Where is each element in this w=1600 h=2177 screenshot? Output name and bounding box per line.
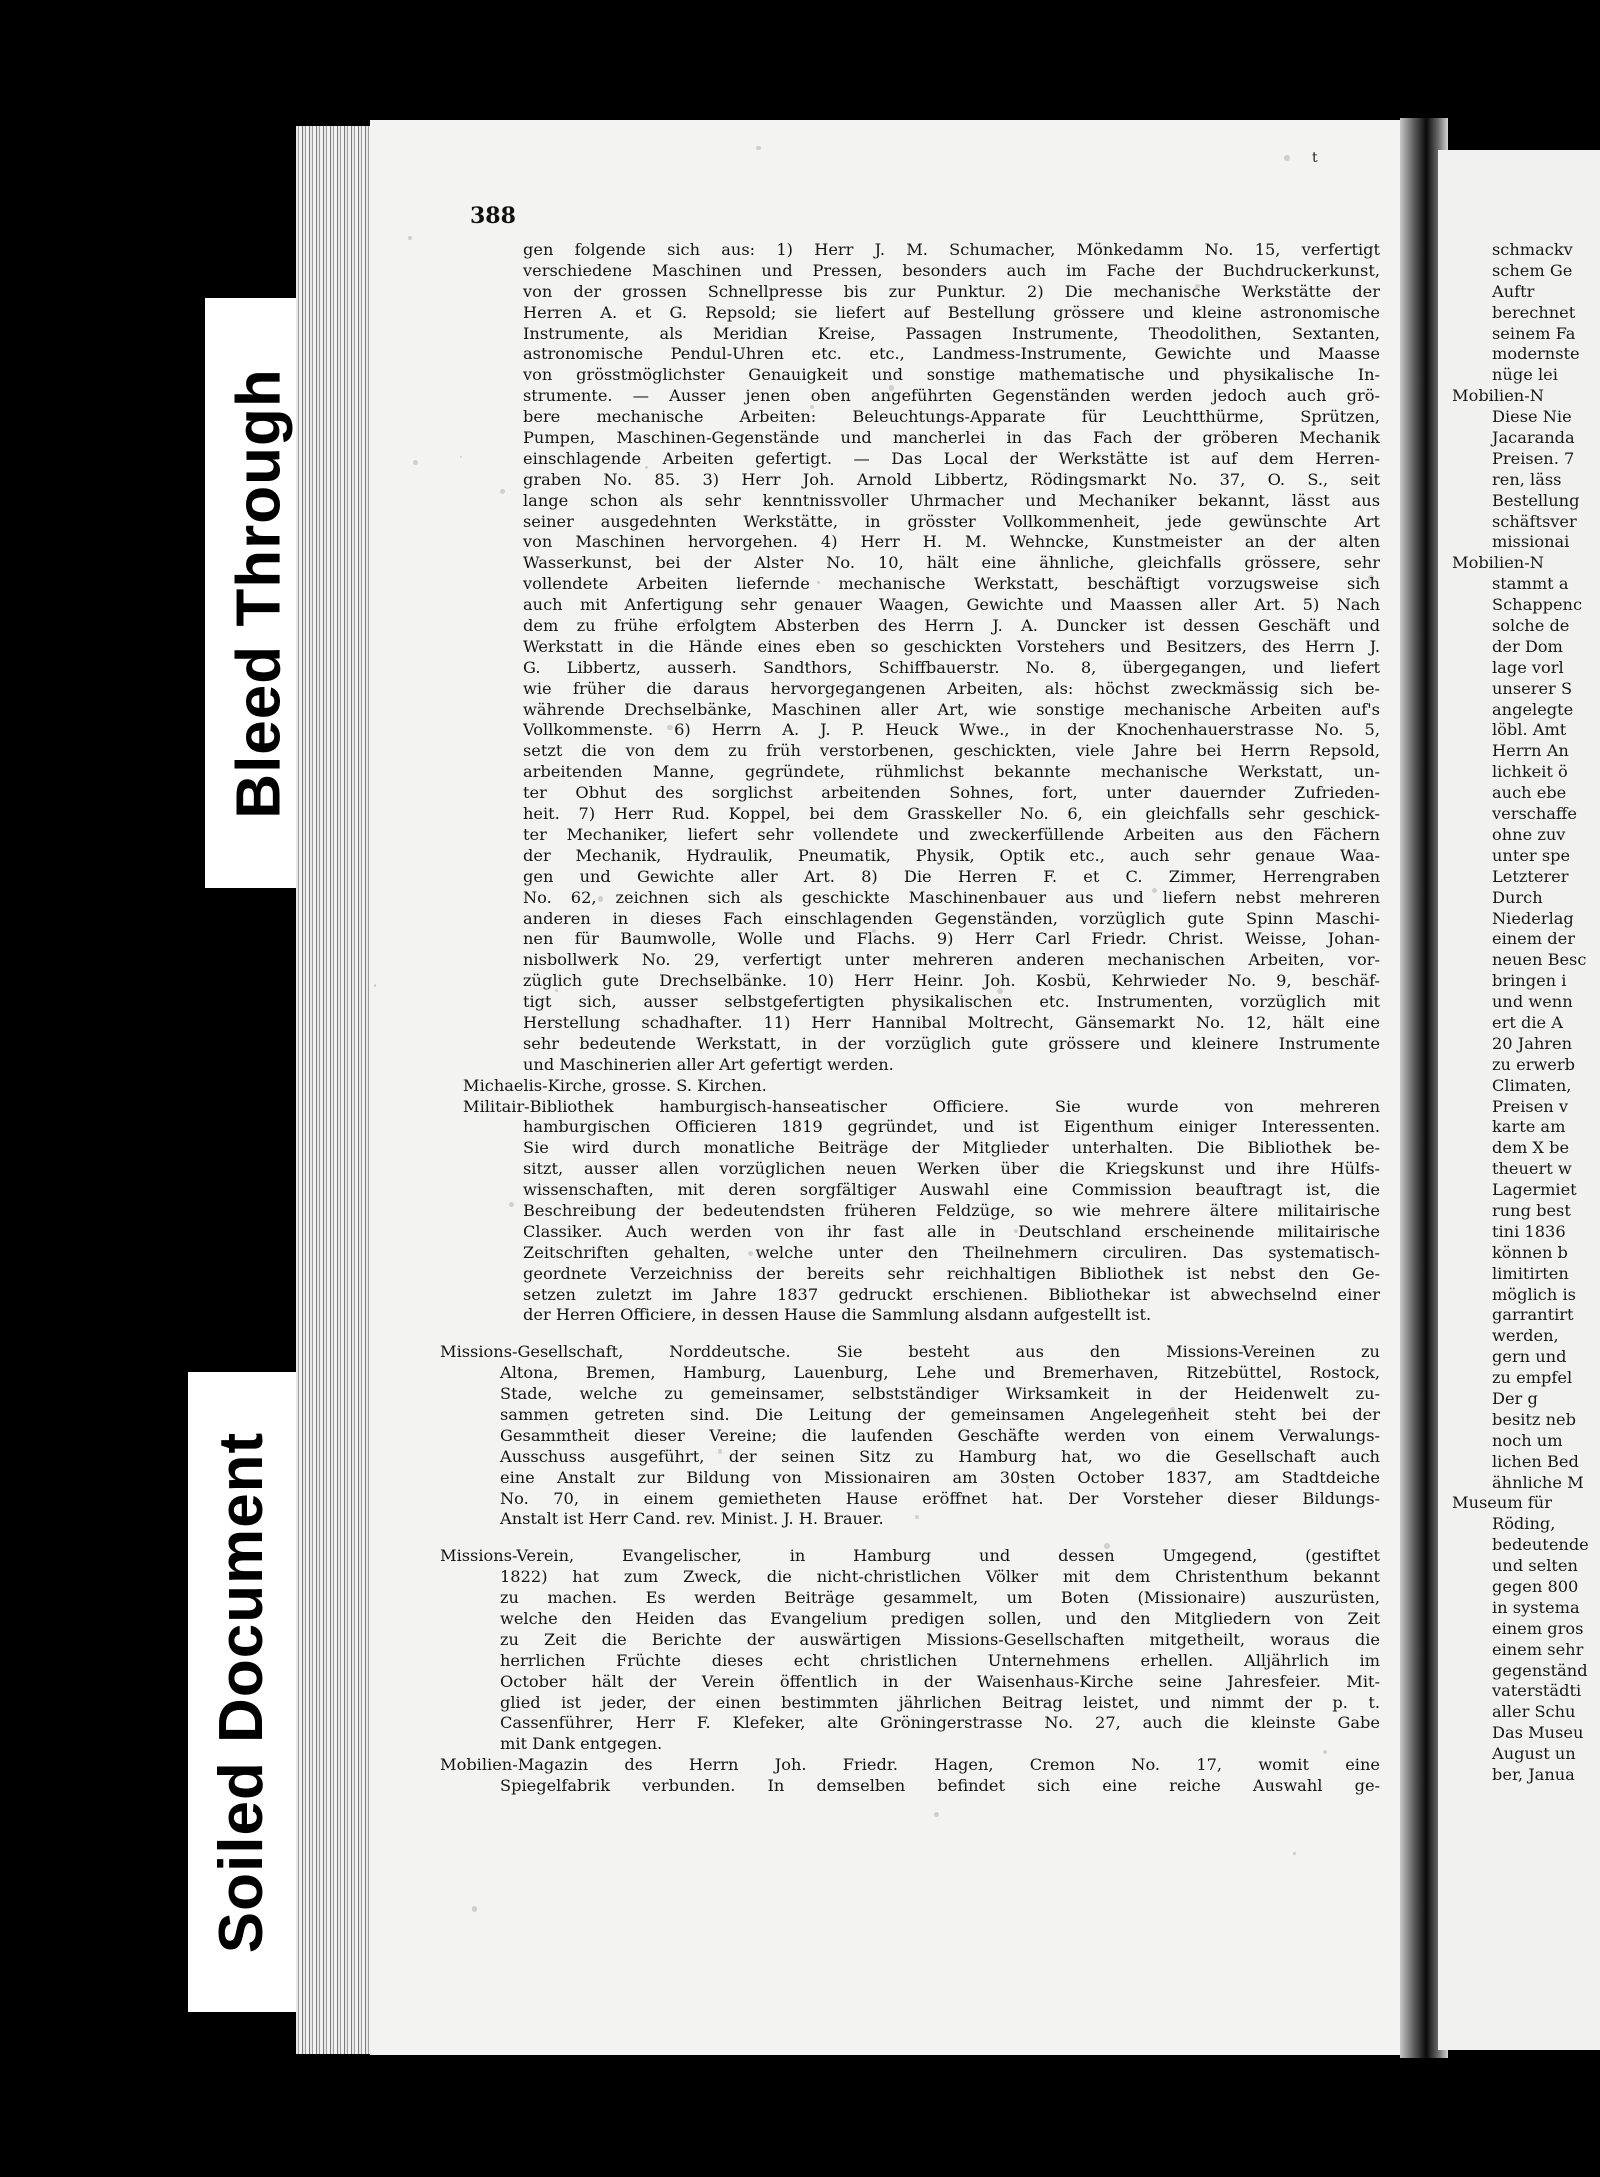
right-text-line: angelegte xyxy=(1492,699,1574,719)
right-text-line: gern und xyxy=(1492,1347,1567,1367)
text-line: der Herren Officiere, in dessen Hause die Sammlung alsdann aufgestellt ist. xyxy=(523,1305,1152,1325)
right-text-line: Preisen. 7 xyxy=(1492,448,1575,468)
right-text-line: Climaten, xyxy=(1492,1075,1572,1095)
text-line: October hält der Verein öffentlich in der Waisenhaus-Kirche seine Jahresfeier. Mit- xyxy=(500,1671,1380,1691)
text-line: Beschreibung der bedeutendsten früheren Feldzüge, so wie mehrere ältere militairische xyxy=(523,1200,1380,1220)
text-line: nen für Baumwolle, Wolle und Flachs. 9) Herr Carl Friedr. Christ. Weisse, Johan- xyxy=(523,929,1380,949)
text-line: No. 70, in einem gemietheten Hause eröffnet hat. Der Vorsteher dieser Bildungs- xyxy=(500,1488,1380,1508)
right-text-line: ohne zuv xyxy=(1492,824,1566,844)
text-line: arbeitenden Manne, gegründete, rühmlichst bekannte mechanische Werkstatt, un- xyxy=(523,762,1380,782)
text-line: Wasserkunst, bei der Alster No. 10, hält eine ähnliche, gleichfalls grössere, sehr xyxy=(523,553,1380,573)
right-text-line: lichkeit ö xyxy=(1492,762,1568,782)
right-text-line: der Dom xyxy=(1492,636,1563,656)
right-text-line: ähnliche M xyxy=(1492,1472,1584,1492)
right-text-line: Letzterer xyxy=(1492,866,1569,886)
paper-speck xyxy=(934,1812,939,1817)
text-line: zu Zeit die Berichte der auswärtigen Missions-Gesellschaften mitgetheilt, woraus die xyxy=(500,1629,1380,1649)
text-line: von der grossen Schnellpresse bis zur Punktur. 2) Die mechanische Werkstätte der xyxy=(523,281,1380,301)
right-text-line: lage vorl xyxy=(1492,657,1564,677)
paper-speck xyxy=(413,460,418,465)
right-text-line: und selten xyxy=(1492,1556,1578,1576)
text-line: tigt sich, ausser selbstgefertigten physikalischen etc. Instrumenten, vorzüglich mit xyxy=(523,992,1380,1012)
right-page-text xyxy=(1452,240,1600,1786)
text-line: Classiker. Auch werden von ihr fast alle in Deutschland erscheinende militairische xyxy=(523,1221,1380,1241)
right-text-line: zu empfel xyxy=(1492,1368,1573,1388)
text-line: dem zu frühe erfolgtem Absterben des Herrn J. A. Duncker ist dessen Geschäft und xyxy=(523,616,1380,636)
text-line: Anstalt ist Herr Cand. rev. Minist. J. H. Brauer. xyxy=(500,1509,884,1529)
text-line: Pumpen, Maschinen-Gegenstände und mancherlei in das Fach der gröberen Mechanik xyxy=(523,428,1380,448)
text-line: setzt die von dem zu früh verstorbenen, geschickten, viele Jahre bei Herrn Repsold, xyxy=(523,741,1380,761)
text-line: zu machen. Es werden Beiträge gesammelt, um Boten (Missionaire) auszurüsten, xyxy=(500,1588,1380,1608)
right-text-line: gegen 800 xyxy=(1492,1577,1579,1596)
text-line: strumente. — Ausser jenen oben angeführten Gegenständen werden jedoch auch grö- xyxy=(523,386,1380,406)
right-text-line: limitirten xyxy=(1492,1263,1569,1283)
paper-speck xyxy=(408,236,411,239)
right-text-line: Das Museu xyxy=(1492,1723,1584,1743)
text-line: ter Obhut des sorglichst arbeitenden Sohnes, fort, unter dauernder Zufrieden- xyxy=(523,783,1380,803)
entry-heading-line: Missions-Verein, Evangelischer, in Hamburg und dessen Umgegend, (gestiftet xyxy=(440,1546,1380,1566)
right-text-line: werden, xyxy=(1492,1326,1559,1346)
right-text-line: können b xyxy=(1492,1242,1568,1262)
text-line: und Maschinerien aller Art gefertigt werden. xyxy=(523,1054,894,1074)
text-line: wissenschaften, mit deren sorgfältiger Auswahl eine Commission beauftragt ist, die xyxy=(523,1180,1380,1200)
text-line: gen und Gewichte aller Art. 8) Die Herren F. et C. Zimmer, Herrengraben xyxy=(523,866,1380,886)
right-text-line: Durch xyxy=(1492,887,1543,907)
right-text-line: auch ebe xyxy=(1492,783,1567,803)
text-line: von grösstmöglichster Genauigkeit und sonstige mathematische und physikalische In- xyxy=(523,365,1380,385)
right-text-line: Der g xyxy=(1492,1388,1538,1408)
right-text-line: möglich is xyxy=(1492,1284,1576,1304)
entry-heading-line: Militair-Bibliothek hamburgisch-hanseatischer Officiere. Sie wurde von mehreren xyxy=(463,1096,1380,1116)
right-entry-heading-line: Mobilien-N xyxy=(1452,553,1544,573)
text-line: Sie wird durch monatliche Beiträge der Mitglieder unterhalten. Die Bibliothek be- xyxy=(523,1138,1380,1158)
right-text-line: schäftsver xyxy=(1492,511,1577,531)
right-text-line: einem gros xyxy=(1492,1618,1584,1638)
right-text-line: und wenn xyxy=(1492,992,1573,1012)
page-number: 388 xyxy=(470,203,516,229)
right-text-line: stammt a xyxy=(1492,574,1569,594)
right-text-line: noch um xyxy=(1492,1430,1563,1450)
text-line: der Mechanik, Hydraulik, Pneumatik, Physik, Optik etc., auch sehr genaue Waa- xyxy=(523,845,1380,865)
text-line: heit. 7) Herr Rud. Koppel, bei dem Grasskeller No. 6, ein gleichfalls sehr geschick- xyxy=(523,804,1380,824)
right-text-line: August un xyxy=(1492,1744,1576,1764)
paragraph-gap xyxy=(440,1530,1380,1546)
text-line: auch mit Anfertigung sehr genauer Waagen, Gewichte und Maassen aller Art. 5) Nach xyxy=(523,595,1380,615)
text-line: glied ist jeder, der einen bestimmten jährlichen Beitrag leistet, und nimmt der p. t. xyxy=(500,1692,1380,1712)
paper-speck xyxy=(1293,1852,1296,1855)
right-text-line: seinem Fa xyxy=(1492,323,1576,343)
paper-speck xyxy=(374,984,376,986)
entry-heading-line: Michaelis-Kirche, grosse. S. Kirchen. xyxy=(463,1075,767,1095)
entry-heading-line: Mobilien-Magazin des Herrn Joh. Friedr. Hagen, Cremon No. 17, womit eine xyxy=(440,1755,1380,1775)
text-line: Zeitschriften gehalten, welche unter den Theilnehmern circuliren. Das systematisch- xyxy=(523,1242,1380,1262)
right-text-line: Niederlag xyxy=(1492,908,1574,928)
right-text-line: karte am xyxy=(1492,1117,1566,1137)
right-text-line: Herrn An xyxy=(1492,741,1569,761)
text-line: Stade, welche zu gemeinsamer, selbstständiger Wirksamkeit in der Heidenwelt zu- xyxy=(500,1384,1380,1404)
text-line: sehr bedeutende Werkstatt, in der vorzüglich gute grössere und kleinere Instrumente xyxy=(523,1033,1380,1053)
paper-speck xyxy=(756,146,761,151)
text-line: 1822) hat zum Zweck, die nicht-christlichen Völker mit dem Christenthum bekannt xyxy=(500,1567,1380,1587)
right-text-line: rung best xyxy=(1492,1200,1571,1220)
text-line: herrlichen Früchte dieses echt christlichen Unternehmens erhellen. Alljährlich im xyxy=(500,1650,1380,1670)
right-text-line: nüge lei xyxy=(1492,365,1558,385)
text-line: wie früher die daraus hervorgegangenen Arbeiten, als: höchst zweckmässig sich be- xyxy=(523,678,1380,698)
right-text-line: Bestellung xyxy=(1492,490,1580,510)
text-line: No. 62, zeichnen sich als geschickte Maschinenbauer aus und liefern nebst mehreren xyxy=(523,887,1380,907)
entry-heading-line: Missions-Gesellschaft, Norddeutsche. Sie besteht aus den Missions-Vereinen zu xyxy=(440,1342,1380,1362)
right-text-line: tini 1836 xyxy=(1492,1221,1566,1241)
text-line: geordnete Verzeichniss der bereits sehr reichhaltigen Bibliothek ist nebst den Ge- xyxy=(523,1263,1380,1283)
right-text-line: ber, Janua xyxy=(1492,1765,1575,1785)
text-line: sitzt, ausser allen vorzüglichen neuen Werken über die Kriegskunst und ihre Hülfs- xyxy=(523,1159,1380,1179)
text-line: eine Anstalt zur Bildung von Missionairen am 30sten October 1837, am Stadtdeiche xyxy=(500,1467,1380,1487)
right-text-line: lichen Bed xyxy=(1492,1451,1579,1471)
text-line: Ausschuss ausgeführt, der seinen Sitz zu Hamburg hat, wo die Gesellschaft auch xyxy=(500,1446,1380,1466)
right-text-line: Diese Nie xyxy=(1492,407,1572,427)
right-text-line: Preisen v xyxy=(1492,1096,1568,1116)
right-text-line: vaterstädti xyxy=(1492,1681,1582,1701)
text-line: von Maschinen hervorgehen. 4) Herr H. M. Wehncke, Kunstmeister an der alten xyxy=(523,532,1380,552)
text-line: Spiegelfabrik verbunden. In demselben befindet sich eine reiche Auswahl ge- xyxy=(500,1776,1380,1796)
text-line: setzen zuletzt im Jahre 1837 gedruckt erschienen. Bibliothekar ist abwechselnd einer xyxy=(523,1284,1380,1304)
text-line: züglich gute Drechselbänke. 10) Herr Heinr. Joh. Kosbü, Kehrwieder No. 9, beschäf- xyxy=(523,971,1380,991)
right-text-line: garrantirt xyxy=(1492,1305,1574,1325)
text-line: welche den Heiden das Evangelium predigen sollen, und den Mitgliedern von Zeit xyxy=(500,1609,1380,1628)
text-line: Herren A. et G. Repsold; sie liefert auf Bestellung grössere und kleine astronomische xyxy=(523,302,1380,322)
text-line: Instrumente, als Meridian Kreise, Passagen Instrumente, Theodolithen, Sextanten, xyxy=(523,323,1380,343)
left-page-text xyxy=(440,240,1380,1797)
right-text-line: schmackv xyxy=(1492,240,1573,259)
text-line: seiner ausgedehnten Werkstätte, in grösster Vollkommenheit, jede gewünschte Art xyxy=(523,511,1380,531)
right-text-line: 20 Jahren xyxy=(1492,1033,1573,1053)
right-text-line: Schappenc xyxy=(1492,595,1583,615)
text-line: Cassenführer, Herr F. Klefeker, alte Gröningerstrasse No. 27, auch die kleinste Gabe xyxy=(500,1713,1380,1733)
right-text-line: unter spe xyxy=(1492,845,1571,865)
text-line: hamburgischen Officieren 1819 gegründet, und ist Eigenthum einiger Interessenten. xyxy=(523,1117,1380,1137)
right-text-line: löbl. Amt xyxy=(1492,720,1567,740)
right-text-line: besitz neb xyxy=(1492,1409,1576,1429)
soiled-document-text: Soiled Document xyxy=(207,1431,277,1953)
right-text-line: einem sehr xyxy=(1492,1639,1584,1659)
right-text-line: bedeutende xyxy=(1492,1535,1589,1555)
right-text-line: aller Schu xyxy=(1492,1702,1576,1722)
right-text-line: einem der xyxy=(1492,929,1575,949)
bleed-through-text: Bleed Through xyxy=(224,367,294,819)
right-text-line: verschaffe xyxy=(1492,804,1577,824)
right-text-line: dem X be xyxy=(1492,1138,1570,1158)
right-text-line: bringen i xyxy=(1492,971,1567,991)
text-line: währende Drechselbänke, Maschinen aller Art, wie sonstige mechanische Arbeiten auf's xyxy=(523,699,1380,719)
right-text-line: theuert w xyxy=(1492,1159,1572,1179)
text-line: lange schon als sehr kenntnissvoller Uhrmacher und Mechaniker bekannt, lässt aus xyxy=(523,490,1380,510)
right-entry-heading-line: Museum für xyxy=(1452,1493,1552,1513)
paper-speck xyxy=(1284,155,1290,161)
paragraph-gap xyxy=(440,1326,1380,1342)
right-text-line: modernste xyxy=(1492,344,1580,364)
text-line: ter Mechaniker, liefert sehr vollendete und zweckerfüllende Arbeiten aus den Fächern xyxy=(523,824,1380,844)
right-text-line: missionai xyxy=(1492,532,1570,552)
text-line: bere mechanische Arbeiten: Beleuchtungs-Apparate für Leuchtthürme, Sprützen, xyxy=(523,407,1380,427)
right-text-line: Röding, xyxy=(1492,1514,1556,1534)
text-line: G. Libbertz, ausserh. Sandthors, Schiffbauerstr. No. 8, übergegangen, und liefert xyxy=(523,657,1380,677)
text-line: Werkstatt in die Hände eines eben so geschickten Vorstehers und Besitzers, des Herrn J. xyxy=(523,636,1380,656)
text-line: Vollkommenste. 6) Herrn A. J. P. Heuck Wwe., in der Knochenhauerstrasse No. 5, xyxy=(523,720,1380,740)
right-text-line: schem Ge xyxy=(1492,260,1573,280)
soiled-document-label xyxy=(188,1372,296,2012)
text-line: Gesammtheit dieser Vereine; die laufenden Geschäfte werden von einem Verwalungs- xyxy=(500,1425,1380,1445)
text-line: graben No. 85. 3) Herr Joh. Arnold Libbertz, Rödingsmarkt No. 37, O. S., seit xyxy=(523,469,1380,489)
text-line: Altona, Bremen, Hamburg, Lauenburg, Lehe und Bremerhaven, Ritzebüttel, Rostock, xyxy=(500,1363,1380,1383)
text-line: Herstellung schadhafter. 11) Herr Hannibal Moltrecht, Gänsemarkt No. 12, hält eine xyxy=(523,1012,1380,1032)
text-line: sammen getreten sind. Die Leitung der gemeinsamen Angelegenheit steht bei der xyxy=(500,1404,1380,1424)
text-line: anderen in dieses Fach einschlagenden Gegenständen, vorzüglich gute Spinn Maschi- xyxy=(523,908,1380,928)
text-line: einschlagende Arbeiten gefertigt. — Das Local der Werkstätte ist auf dem Herren- xyxy=(523,448,1380,468)
text-line: astronomische Pendul-Uhren etc. etc., Landmess-Instrumente, Gewichte und Maasse xyxy=(523,344,1380,364)
text-line: gen folgende sich aus: 1) Herr J. M. Schumacher, Mönkedamm No. 15, verfertigt xyxy=(523,240,1380,259)
corner-mark: t xyxy=(1312,150,1318,166)
right-text-line: Auftr xyxy=(1492,281,1535,301)
text-line: vollendete Arbeiten liefernde mechanische Werkstatt, beschäftigt vorzugsweise sich xyxy=(523,574,1380,594)
right-text-line: zu erwerb xyxy=(1492,1054,1575,1074)
right-text-line: ert die A xyxy=(1492,1012,1563,1032)
text-line: nisbollwerk No. 29, verfertigt unter mehreren anderen mechanischen Arbeiten, vor- xyxy=(523,950,1380,970)
right-text-line: solche de xyxy=(1492,616,1570,636)
right-text-line: ren, läss xyxy=(1492,469,1562,489)
text-line: verschiedene Maschinen und Pressen, besonders auch im Fache der Buchdruckerkunst, xyxy=(523,260,1380,280)
right-text-line: berechnet xyxy=(1492,302,1576,322)
right-text-line: Jacaranda xyxy=(1492,428,1575,448)
right-text-line: in systema xyxy=(1492,1597,1580,1617)
text-line: mit Dank entgegen. xyxy=(500,1734,663,1754)
right-text-line: Lagermiet xyxy=(1492,1180,1577,1200)
paper-speck xyxy=(472,1906,478,1912)
right-text-line: unserer S xyxy=(1492,678,1573,698)
right-text-line: gegenständ xyxy=(1492,1660,1588,1680)
right-entry-heading-line: Mobilien-N xyxy=(1452,386,1544,406)
right-text-line: neuen Besc xyxy=(1492,950,1587,970)
